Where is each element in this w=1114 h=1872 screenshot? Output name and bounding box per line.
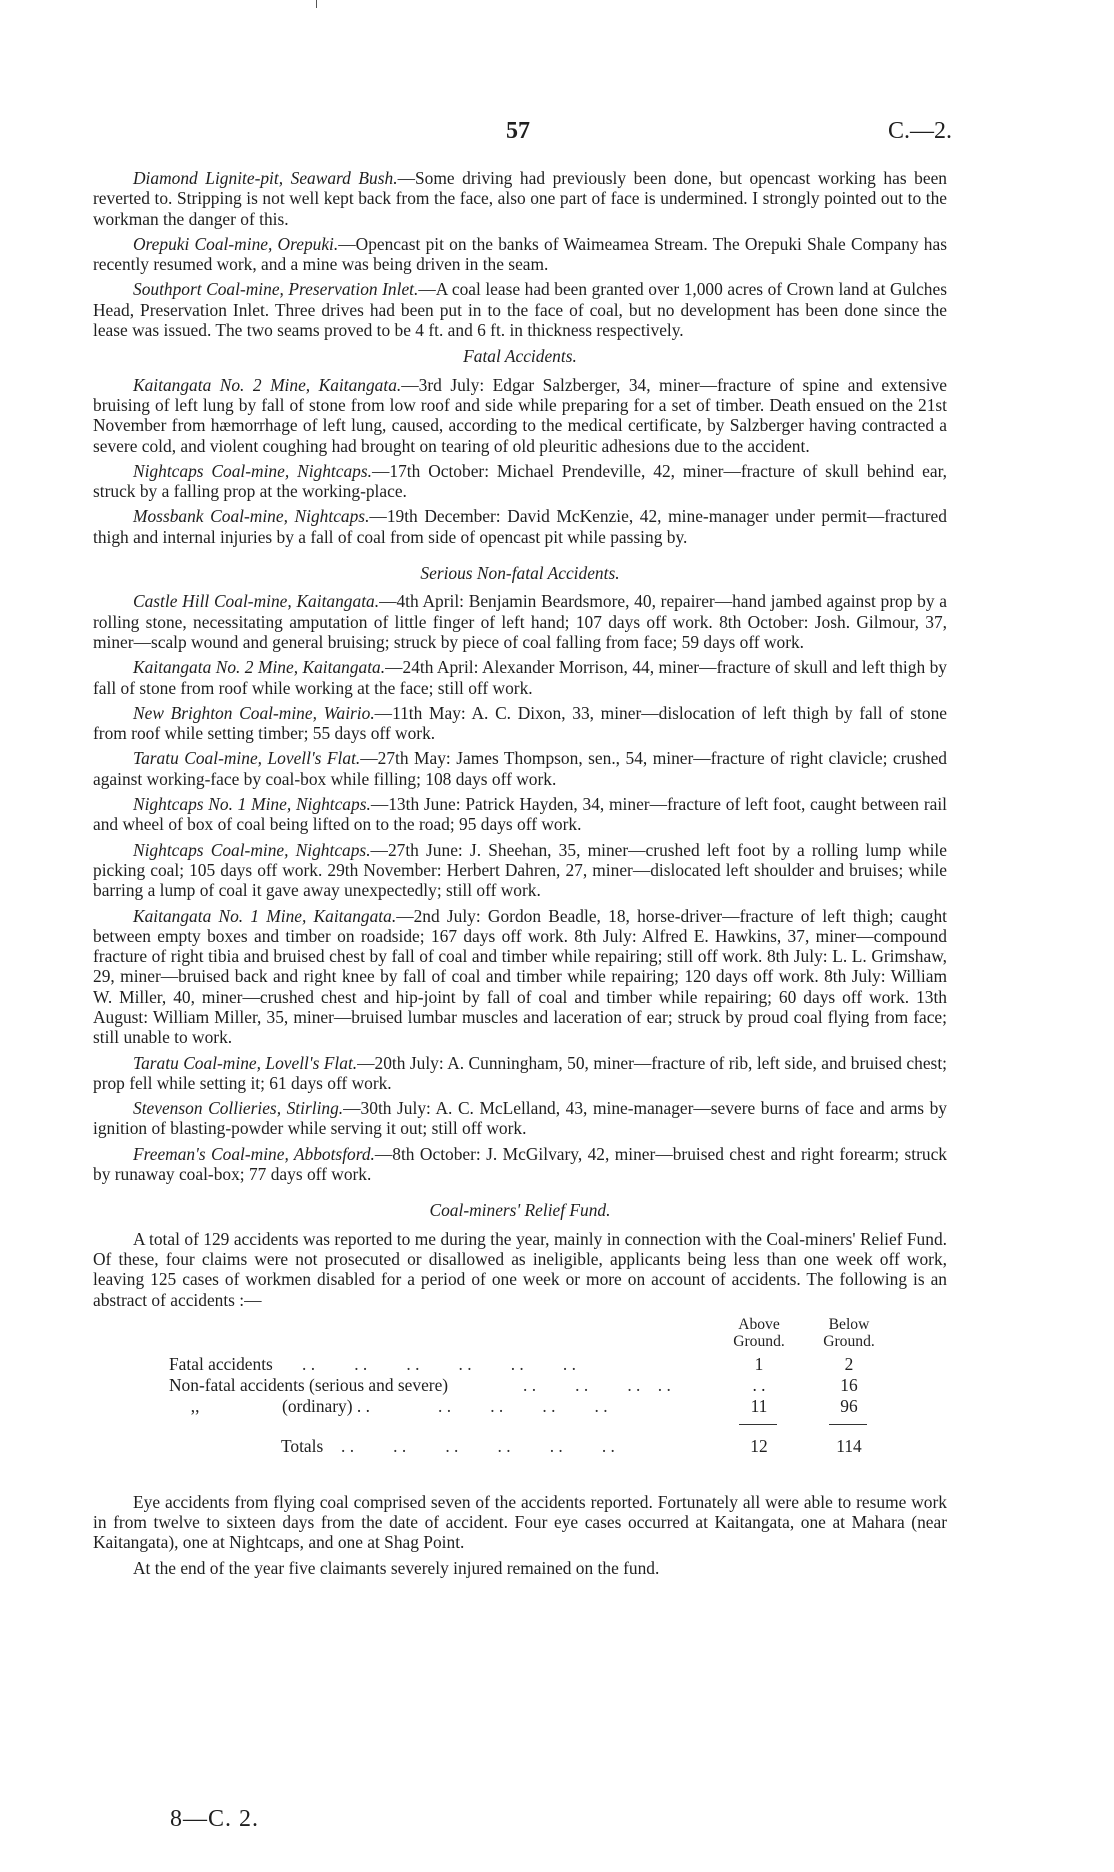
paragraph-text: —20th July: A. Cunningham, 50, miner—fracture of rib, left side, and bruised chest; prop fell while setting it; 61 days off work. — [93, 1052, 947, 1093]
paragraph-text: —30th July: A. C. McLelland, 43, mine-manager—severe burns of face and arms by ignition of blasting-powder while serving it out; still off work. — [93, 1098, 948, 1139]
mine-name: Nightcaps Coal-mine, Nightcaps. — [133, 839, 371, 860]
accident-paragraph — [93, 506, 947, 547]
scan-mark — [316, 0, 317, 8]
accident-paragraph — [93, 1144, 947, 1185]
mine-name: Kaitangata No. 2 Mine, Kaitangata. — [133, 374, 402, 395]
below-ground-value: 16 — [840, 1374, 858, 1395]
mine-name: New Brighton Coal-mine, Wairio. — [133, 702, 375, 723]
eye-accidents-paragraph: Eye accidents from flying coal comprised seven of the accidents reported. Fortunately all were able to resume work in from twelve to sixteen days from the date of accident. Four eye cases occurred at Kaitangata, one at Mahara (near Kaitangata), one at Nightcaps, and one at Shag Point. — [93, 1491, 947, 1553]
mine-name: Nightcaps Coal-mine, Nightcaps. — [133, 460, 372, 481]
mine-name: Taratu Coal-mine, Lovell's Flat. — [133, 748, 361, 769]
totals-row — [93, 1436, 947, 1458]
footer-signature-code: 8—C. 2. — [170, 1806, 260, 1832]
paragraph-text: —17th October: Michael Prendeville, 42, miner—fracture of skull behind ear, struck by a falling prop at the working-place. — [93, 460, 948, 502]
mine-name: Orepuki Coal-mine, Orepuki. — [133, 233, 339, 254]
table-row — [93, 1396, 947, 1418]
sum-rule — [739, 1424, 777, 1425]
accident-abstract-table — [93, 1316, 947, 1486]
relief-fund-heading: Coal-miners' Relief Fund. — [429, 1200, 611, 1221]
paragraph-text: —Some driving had previously been done, but opencast working has been reverted to. Stripping is not well kept back from the face, also one part of face is undermined. I strongly pointed out to the workman the danger of this. — [93, 168, 947, 229]
table-row — [93, 1354, 947, 1376]
below-ground-value: 2 — [844, 1353, 854, 1374]
leader-dots: . . . . . . . . . . . . — [341, 1435, 615, 1456]
paragraph-text: —4th April: Benjamin Beardsmore, 40, repairer—hand jambed against prop by a rolling stone, necessitating amputation of little finger of left hand; 107 days off work. 8th October: Josh. Gilmour, 37, miner—scalp wound and general bruising; struck by piece of coal falling from face; 59 days off work. — [93, 591, 947, 652]
mine-name: Kaitangata No. 2 Mine, Kaitangata. — [133, 657, 386, 678]
page-header — [0, 118, 1114, 148]
table-row — [93, 1375, 947, 1397]
accident-paragraph — [93, 591, 947, 652]
page-body — [93, 168, 947, 1583]
page-number: 57 — [506, 118, 530, 144]
mine-name: Kaitangata No. 1 Mine, Kaitangata. — [133, 905, 397, 926]
accident-paragraph — [93, 794, 947, 835]
paragraph-text: —8th October: J. McGilvary, 42, miner—bruised chest and right forearm; struck by runaway coal-box; 77 days off work. — [93, 1143, 947, 1185]
mine-report-paragraph — [93, 279, 947, 340]
sum-rule — [829, 1424, 867, 1425]
accident-paragraph — [93, 657, 947, 698]
accident-paragraph — [93, 375, 947, 456]
leader-dots: . . . . . . . . . . . . — [289, 1353, 576, 1374]
accident-paragraph — [93, 1053, 947, 1094]
relief-fund-intro: A total of 129 accidents was reported to me during the year, mainly in connection with the Coal-miners' Relief Fund. Of these, four claims were not prosecuted or disallowed as ineligible, applicants being less than one week off work, leaving 125 cases of workmen disabled for a period of one week or more on account of accidents. The following is an abstract of accidents :— — [93, 1228, 947, 1310]
column-header-above-ground: Above Ground. — [733, 1315, 785, 1350]
above-ground-value: 1 — [754, 1353, 764, 1374]
accident-paragraph — [93, 840, 947, 901]
mine-name: Taratu Coal-mine, Lovell's Flat. — [133, 1052, 358, 1073]
paragraph-text: —2nd July: Gordon Beadle, 18, horse-driver—fracture of left thigh; caught between empty boxes and timber on roadside; 167 days off work. 8th July: Alfred E. Hawkins, 37, miner—compound fracture of right tibia and bruised chest by fall of coal and timber while repairing; still off work. 8th July: L. L. Grimshaw, 29, miner—bruised back and right knee by fall of coal and timber while repairing; 120 days off work. 8th July: William W. Miller, 40, miner—crushed chest and hip-joint by fall of coal and timber while repairing; 60 days off work. 13th August: William Miller, 35, miner—bruised lumbar muscles and laceration of ear; struck by proud coal flying from face; still unable to work. — [93, 905, 947, 1048]
mine-report-paragraph — [93, 234, 947, 275]
fatal-accidents-heading: Fatal Accidents. — [463, 346, 577, 367]
paragraph-text: —13th June: Patrick Hayden, 34, miner—fracture of left foot, caught between rail and wheel of box of coal being lifted on to the road; 95 days off work. — [93, 794, 947, 835]
mine-name: Stevenson Collieries, Stirling. — [133, 1098, 344, 1119]
paragraph-text: —3rd July: Edgar Salzberger, 34, miner—fracture of spine and extensive bruising of left lung by fall of stone from low roof and side while preparing for a set of timber. Death ensued on the 21st November from hæmorrhage of left lung, caused, according to the medical certificate, by Salzberger having contracted a severe cold, and violent coughing had brought on tearing of old pleuritic adhesions due to the accident. — [93, 374, 947, 456]
mine-name: Diamond Lignite-pit, Seaward Bush. — [133, 168, 398, 188]
above-ground-value: 11 — [750, 1395, 768, 1416]
paragraph-text: —Opencast pit on the banks of Waimeamea Stream. The Orepuki Shale Company has recently resumed work, and a mine was being driven in the seam. — [93, 233, 947, 275]
mine-name: Southport Coal-mine, Preservation Inlet. — [133, 279, 419, 300]
above-ground-value: . . — [752, 1374, 766, 1395]
mine-name: Freeman's Coal-mine, Abbotsford. — [133, 1143, 375, 1164]
accident-paragraph — [93, 748, 947, 789]
accident-paragraph — [93, 703, 947, 744]
leader-dots: . . . . . . . . — [425, 1395, 608, 1416]
paragraph-text: —A coal lease had been granted over 1,000 acres of Crown land at Gulches Head, Preservation Inlet. Three drives had been put in to the face of coal, but no development has been done since the lease was issued. The two seams proved to be 4 ft. and 6 ft. in thickness respectively. — [93, 279, 947, 341]
below-ground-value: 96 — [840, 1395, 858, 1416]
above-ground-total: 12 — [750, 1435, 768, 1456]
paragraph-text: —24th April: Alexander Morrison, 44, miner—fracture of skull and left thigh by fall of stone from roof while working at the face; still off work. — [93, 657, 947, 698]
paragraph-text: —27th May: James Thompson, sen., 54, miner—fracture of right clavicle; crushed against working-face by coal-box while filling; 108 days off work. — [93, 748, 947, 789]
mine-name: Castle Hill Coal-mine, Kaitangata. — [133, 591, 380, 612]
series-code: C.—2. — [888, 118, 953, 144]
row-label: Fatal accidents — [169, 1353, 273, 1374]
paragraph-text: —11th May: A. C. Dixon, 33, miner—dislocation of left thigh by fall of stone from roof while setting timber; 55 days off work. — [93, 702, 947, 744]
below-ground-total: 114 — [836, 1435, 862, 1456]
totals-label: Totals — [281, 1435, 324, 1456]
leader-dots: . . . . . . . . — [523, 1374, 671, 1395]
accident-paragraph — [93, 906, 947, 1048]
paragraph-text: —27th June: J. Sheehan, 35, miner—crushed left foot by a rolling lump while picking coal; 105 days off work. 29th November: Herbert Dahren, 27, miner—dislocated left shoulder and bruises; while barring a lump of coal it gave away unexpectedly; still off work. — [93, 839, 947, 901]
accident-paragraph — [93, 1098, 947, 1139]
mine-report-paragraph — [93, 168, 947, 229]
mine-name: Mossbank Coal-mine, Nightcaps. — [133, 506, 370, 527]
closing-paragraph: At the end of the year five claimants severely injured remained on the fund. — [133, 1557, 660, 1578]
column-header-below-ground: Below Ground. — [823, 1315, 875, 1350]
mine-name: Nightcaps No. 1 Mine, Nightcaps. — [133, 794, 371, 815]
row-label: Non-fatal accidents (serious and severe) — [169, 1374, 449, 1395]
paragraph-text: —19th December: David McKenzie, 42, mine-manager under permit—fractured thigh and internal injuries by a fall of coal from side of opencast pit while passing by. — [93, 506, 947, 547]
accident-paragraph — [93, 461, 947, 502]
row-label: ,, (ordinary) . . — [169, 1395, 370, 1416]
serious-accidents-heading: Serious Non-fatal Accidents. — [420, 563, 620, 584]
